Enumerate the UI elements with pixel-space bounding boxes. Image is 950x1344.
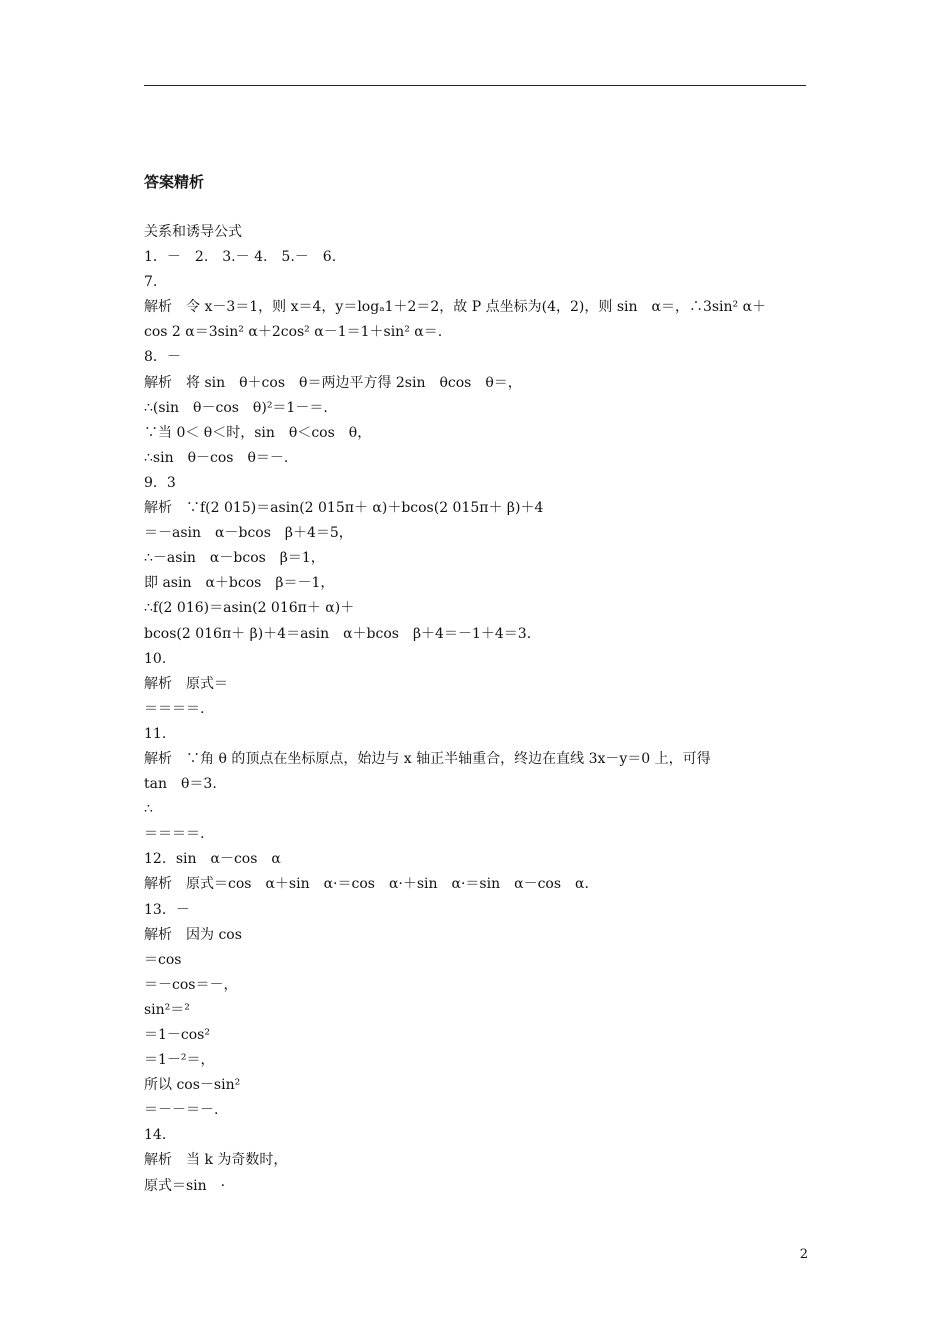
text-line: 解析 令 x－3＝1，则 x＝4，y＝logₐ1＋2＝2，故 P 点坐标为(4，2)，则 sin α＝，∴3sin² α＋ [144,299,767,316]
text-line: 所以 cos－sin² [144,1077,241,1094]
text-line: 解析 当 k 为奇数时， [144,1152,288,1169]
text-line: bcos(2 016π＋ β)＋4＝asin α＋bcos β＋4＝－1＋4＝3. [144,625,532,642]
text-line: 11. [144,725,167,742]
text-line: 8．－ [144,349,181,366]
text-line: ∴－asin α－bcos β＝1， [144,550,325,567]
header-rule [144,85,806,86]
text-line: 即 asin α＋bcos β＝－1， [144,575,335,592]
text-line: ∵当 0＜ θ＜时，sin θ＜cos θ， [144,424,372,441]
text-line: 解析 ∵f(2 015)＝asin(2 015π＋ α)＋bcos(2 015π＋ β)＋4 [144,500,544,517]
text-line: 7. [144,274,158,291]
text-line: 解析 ∵角 θ 的顶点在坐标原点，始边与 x 轴正半轴重合，终边在直线 3x－y＝0 上，可得 [144,750,711,767]
text-line: ∴sin θ－cos θ＝－. [144,449,289,466]
text-line: 解析 因为 cos [144,926,242,943]
text-line: 12．sin α－cos α [144,851,281,868]
text-line: 解析 将 sin θ＋cos θ＝两边平方得 2sin θcos θ＝， [144,374,522,391]
text-line: ＝＝＝＝. [144,700,205,717]
text-line: 解析 原式＝ [144,675,228,692]
text-line: ＝1－cos² [144,1027,210,1043]
text-line: cos 2 α＝3sin² α＋2cos² α－1＝1＋sin² α＝. [144,324,443,341]
text-line: ＝－asin α－bcos β＋4＝5， [144,525,353,542]
text-line: 1．－ 2. 3.－ 4. 5.－ 6. [144,249,337,266]
text-line: 9．3 [144,474,176,491]
text-line: ＝－cos＝－， [144,976,238,993]
text-line: ＝－－＝－. [144,1102,219,1119]
text-line: ∴f(2 016)＝asin(2 016π＋ α)＋ [144,600,355,617]
text-line: ＝cos [144,951,182,968]
page-number: 2 [799,1247,808,1262]
text-line: 解析 原式＝cos α＋sin α·＝cos α·＋sin α·＝sin α－cos α. [144,876,589,893]
section-title: 答案精析 [144,173,205,191]
text-line: ＝1－²＝， [144,1052,215,1069]
text-line: ∴(sin θ－cos θ)²＝1－＝. [144,399,328,416]
text-line: 14. [144,1127,167,1144]
text-line: 原式＝sin · [144,1177,226,1194]
text-line: 10. [144,650,167,667]
text-line: ∴ [144,801,153,818]
text-line: 13．－ [144,901,190,918]
answer-body [144,220,808,1199]
text-line: ＝＝＝＝. [144,826,205,843]
text-line: tan θ＝3. [144,776,217,793]
text-line: 关系和诱导公式 [144,224,242,240]
text-line: sin²＝² [144,1001,190,1018]
